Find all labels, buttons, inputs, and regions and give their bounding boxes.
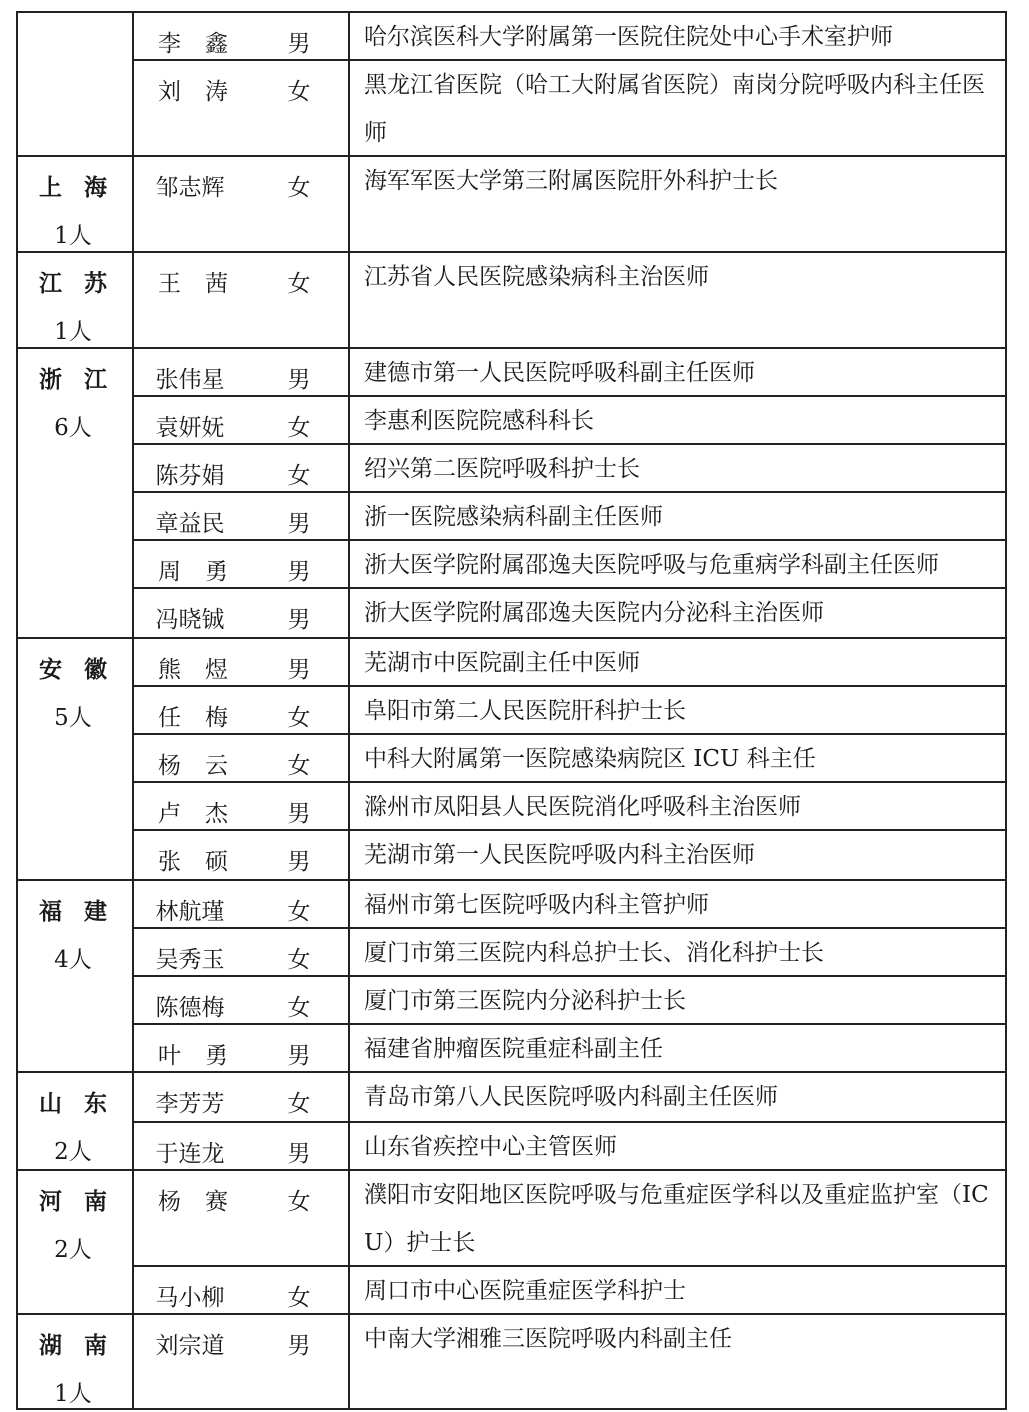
person-gender: 女 (287, 175, 311, 201)
person-name: 杨赛 (158, 1189, 252, 1215)
person-gender: 男 (287, 31, 311, 57)
person-gender: 男 (287, 1043, 311, 1069)
province-label: 湖南 (39, 1332, 129, 1359)
person-name: 陈德梅 (155, 995, 225, 1021)
person-gender: 男 (287, 367, 311, 393)
person-name: 袁妍妩 (155, 415, 225, 441)
person-name: 吴秀玉 (155, 947, 225, 973)
person-gender: 男 (287, 607, 311, 633)
person-unit: 福州市第七医院呼吸内科主管护师 (364, 892, 709, 918)
person-unit: 中南大学湘雅三医院呼吸内科副主任 (364, 1326, 732, 1352)
person-gender: 女 (287, 753, 311, 779)
person-gender: 女 (287, 415, 311, 441)
person-name: 周勇 (158, 559, 252, 585)
person-name: 章益民 (155, 511, 225, 537)
person-name: 王茜 (158, 271, 252, 297)
person-unit: 浙一医院感染病科副主任医师 (364, 504, 663, 530)
person-gender: 男 (287, 511, 311, 537)
person-unit: 濮阳市安阳地区医院呼吸与危重症医学科以及重症监护室（ICU）护士长 (364, 1182, 989, 1256)
person-gender: 男 (287, 1333, 311, 1359)
person-name: 于连龙 (155, 1141, 225, 1167)
person-unit: 芜湖市第一人民医院呼吸内科主治医师 (364, 842, 755, 868)
table-horizontal-line (16, 1408, 1007, 1410)
person-unit: 绍兴第二医院呼吸科护士长 (364, 456, 640, 482)
table-vertical-line (1005, 11, 1007, 1408)
person-unit: 中科大附属第一医院感染病院区 ICU 科主任 (364, 746, 816, 772)
person-unit: 江苏省人民医院感染病科主治医师 (364, 264, 709, 290)
person-unit: 阜阳市第二人民医院肝科护士长 (364, 698, 686, 724)
person-name: 陈芬娟 (155, 463, 225, 489)
person-name: 林航瑾 (155, 899, 225, 925)
person-name: 任梅 (158, 705, 252, 731)
person-unit: 厦门市第三医院内分泌科护士长 (364, 988, 686, 1014)
person-unit: 山东省疾控中心主管医师 (364, 1134, 617, 1160)
person-name: 叶勇 (158, 1043, 252, 1069)
province-count: 1人 (54, 319, 92, 345)
person-gender: 男 (287, 801, 311, 827)
province-count: 2人 (54, 1139, 92, 1165)
person-gender: 女 (287, 705, 311, 731)
person-unit: 哈尔滨医科大学附属第一医院住院处中心手术室护师 (364, 24, 893, 50)
person-gender: 女 (287, 463, 311, 489)
person-gender: 女 (287, 79, 311, 105)
person-name: 张伟星 (155, 367, 225, 393)
person-unit: 福建省肿瘤医院重症科副主任 (364, 1036, 663, 1062)
person-unit: 建德市第一人民医院呼吸科副主任医师 (364, 360, 755, 386)
province-label: 河南 (39, 1188, 129, 1215)
person-gender: 女 (287, 1285, 311, 1311)
province-count: 5人 (54, 705, 92, 731)
province-count: 1人 (54, 1381, 92, 1407)
person-name: 熊煜 (158, 657, 252, 683)
person-unit: 海军军医大学第三附属医院肝外科护士长 (364, 168, 778, 194)
person-name: 刘涛 (158, 79, 252, 105)
person-name: 杨云 (158, 753, 252, 779)
person-gender: 女 (287, 947, 311, 973)
person-unit: 厦门市第三医院内科总护士长、消化科护士长 (364, 940, 824, 966)
person-gender: 女 (287, 271, 311, 297)
province-count: 1人 (54, 223, 92, 249)
person-unit: 李惠利医院院感科科长 (364, 408, 594, 434)
person-name: 邹志辉 (155, 175, 225, 201)
table-vertical-line (348, 11, 350, 1408)
person-unit: 滁州市凤阳县人民医院消化呼吸科主治医师 (364, 794, 801, 820)
person-gender: 女 (287, 995, 311, 1021)
person-name: 李鑫 (158, 31, 252, 57)
person-gender: 女 (287, 1189, 311, 1215)
person-name: 冯晓铖 (155, 607, 225, 633)
person-unit: 周口市中心医院重症医学科护士 (364, 1278, 686, 1304)
person-name: 马小柳 (155, 1285, 225, 1311)
province-count: 4人 (54, 947, 92, 973)
person-unit: 浙大医学院附属邵逸夫医院呼吸与危重病学科副主任医师 (364, 552, 939, 578)
person-unit: 黑龙江省医院（哈工大附属省医院）南岗分院呼吸内科主任医师 (364, 72, 985, 146)
person-name: 李芳芳 (155, 1091, 225, 1117)
person-name: 卢杰 (158, 801, 252, 827)
person-gender: 男 (287, 849, 311, 875)
person-gender: 女 (287, 899, 311, 925)
person-gender: 男 (287, 657, 311, 683)
province-count: 2人 (54, 1237, 92, 1263)
person-unit: 青岛市第八人民医院呼吸内科副主任医师 (364, 1084, 778, 1110)
province-label: 上海 (39, 174, 129, 201)
person-gender: 男 (287, 1141, 311, 1167)
province-label: 江苏 (39, 270, 129, 297)
province-count: 6人 (54, 415, 92, 441)
person-gender: 男 (287, 559, 311, 585)
person-name: 张硕 (158, 849, 252, 875)
province-label: 福建 (39, 898, 129, 925)
person-gender: 女 (287, 1091, 311, 1117)
person-unit: 浙大医学院附属邵逸夫医院内分泌科主治医师 (364, 600, 824, 626)
province-label: 安徽 (39, 656, 129, 683)
person-name: 刘宗道 (155, 1333, 225, 1359)
province-label: 山东 (39, 1090, 129, 1117)
person-unit: 芜湖市中医院副主任中医师 (364, 650, 640, 676)
province-label: 浙江 (39, 366, 129, 393)
